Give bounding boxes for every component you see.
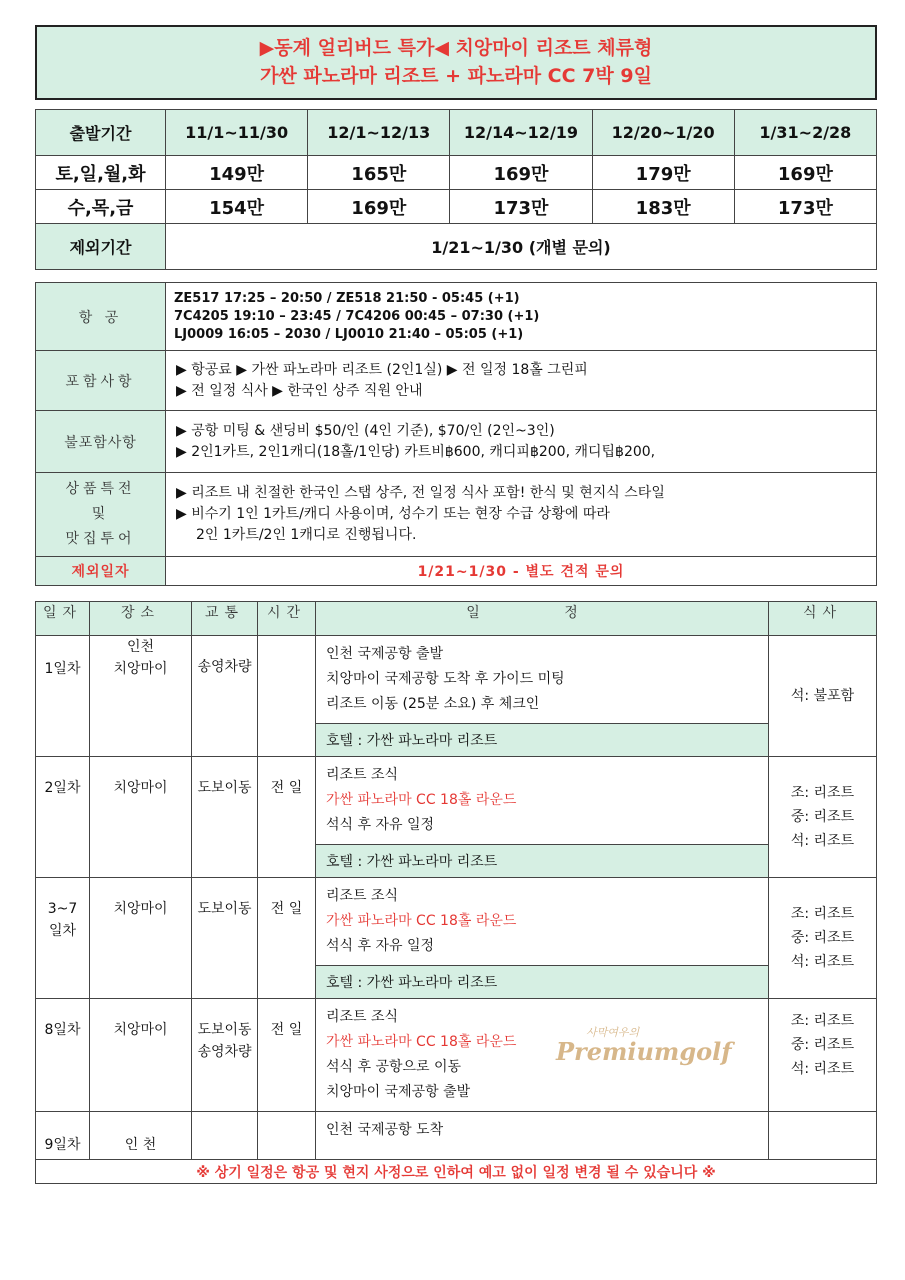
hotel-cell: 호텔 : 가싼 파노라마 리조트 xyxy=(316,966,769,999)
flight-line: LJ0009 16:05 – 2030 / LJ0010 21:40 – 05:05 (+1) xyxy=(174,326,524,342)
flight-label: 항 공 xyxy=(36,283,166,351)
included-line: ▶ 항공료 ▶ 가싼 파노라마 리조트 (2인1실) ▶ 전 일정 18홀 그린피 xyxy=(176,361,588,378)
activity-line-highlight: 가싼 파노라마 CC 18홀 라운드 xyxy=(326,792,517,808)
header-transport: 교통 xyxy=(192,602,258,636)
activity-line: 석식 후 자유 일정 xyxy=(326,938,435,954)
excluded-period-row xyxy=(36,224,877,270)
not-included-line: ▶ 공항 미팅 & 샌딩비 $50/인 (4인 기준), $70/인 (2인~3인) xyxy=(176,422,555,439)
activity-line: 치앙마이 국제공항 출발 xyxy=(326,1084,471,1100)
activity-line: 리조트 조식 xyxy=(326,888,399,904)
title-line-2: 가싼 파노라마 리조트 + 파노라마 CC 7박 9일 xyxy=(260,65,652,87)
price-cell: 169만 xyxy=(308,190,450,224)
time-cell xyxy=(258,1112,316,1160)
not-included-line: ▶ 2인1카트, 2인1캐디(18홀/1인당) 카트비฿600, 캐디피฿200, 캐디팁฿200, xyxy=(176,443,656,460)
weekday-label: 토,일,월,화 xyxy=(36,156,166,190)
price-cell: 154만 xyxy=(166,190,308,224)
meal-cell xyxy=(769,1112,877,1160)
header-time: 시간 xyxy=(258,602,316,636)
meal-cell xyxy=(769,757,877,878)
day-cell xyxy=(36,878,90,999)
watermark-large-text: Premiumgolf xyxy=(556,1037,732,1066)
time-cell: 전 일 xyxy=(258,757,316,878)
activity-cell xyxy=(316,878,769,966)
schedule-row xyxy=(36,878,877,966)
activity-line: 인천 국제공항 출발 xyxy=(326,646,444,662)
place-cell xyxy=(90,636,192,757)
place-cell: 치앙마이 xyxy=(90,878,192,999)
meal-line: 조: 리조트 xyxy=(790,1013,855,1029)
place-line: 인천 xyxy=(126,639,155,655)
transport-line: 도보이동 xyxy=(197,1022,252,1038)
period: 11/1~11/30 xyxy=(166,110,308,156)
day-cell: 9일차 xyxy=(36,1112,90,1160)
price-cell: 165만 xyxy=(308,156,450,190)
special-line: ▶ 비수기 1인 1카트/캐디 사용이며, 성수기 또는 현장 수급 상황에 따라 xyxy=(176,506,610,522)
not-included-list xyxy=(166,411,877,473)
price-header-row xyxy=(36,110,877,156)
meal-cell xyxy=(769,878,877,999)
period: 12/20~1/20 xyxy=(592,110,734,156)
place-cell: 치앙마이 xyxy=(90,999,192,1112)
place-cell: 치앙마이 xyxy=(90,757,192,878)
special-row xyxy=(36,473,877,557)
meal-line: 석: 불포함 xyxy=(790,688,855,704)
price-cell: 173만 xyxy=(734,190,876,224)
activity-line: 인천 국제공항 도착 xyxy=(326,1122,444,1138)
special-line: ▶ 리조트 내 친절한 한국인 스탭 상주, 전 일정 식사 포함! 한식 및 현지식 스타일 xyxy=(176,485,665,501)
excluded-date-row xyxy=(36,557,877,586)
included-line: ▶ 전 일정 식사 ▶ 한국인 상주 직원 안내 xyxy=(176,382,423,399)
meal-line: 석: 리조트 xyxy=(790,833,855,849)
premiumgolf-watermark-logo xyxy=(556,1024,732,1064)
meal-line: 중: 리조트 xyxy=(790,809,855,825)
price-cell: 183만 xyxy=(592,190,734,224)
place-line: 치앙마이 xyxy=(113,661,168,677)
header-itinerary: 일 정 xyxy=(316,602,769,636)
time-cell xyxy=(258,636,316,757)
header-place: 장소 xyxy=(90,602,192,636)
activity-line-highlight: 가싼 파노라마 CC 18홀 라운드 xyxy=(326,913,517,929)
note-row xyxy=(36,1160,877,1184)
price-cell: 169만 xyxy=(734,156,876,190)
price-cell: 169만 xyxy=(450,156,592,190)
meal-line: 중: 리조트 xyxy=(790,1037,855,1053)
meal-cell xyxy=(769,636,877,757)
price-cell: 149만 xyxy=(166,156,308,190)
activity-cell xyxy=(316,1112,769,1160)
time-cell: 전 일 xyxy=(258,999,316,1112)
activity-line: 리조트 조식 xyxy=(326,767,399,783)
special-line: 2인 1카트/2인 1캐디로 진행됩니다. xyxy=(196,527,417,543)
day-cell: 2일차 xyxy=(36,757,90,878)
day-cell: 1일차 xyxy=(36,636,90,757)
meal-line: 석: 리조트 xyxy=(790,954,855,970)
period: 12/1~12/13 xyxy=(308,110,450,156)
not-included-row xyxy=(36,411,877,473)
meal-line: 중: 리조트 xyxy=(790,930,855,946)
included-label: 포함사항 xyxy=(36,351,166,411)
schedule-row xyxy=(36,636,877,724)
info-table xyxy=(35,282,877,586)
activity-line-highlight: 가싼 파노라마 CC 18홀 라운드 xyxy=(326,1034,517,1050)
watermark-small-text: 사막여우의 xyxy=(586,1026,640,1039)
price-cell: 173만 xyxy=(450,190,592,224)
day-line: 3~7 xyxy=(47,901,78,917)
price-table xyxy=(35,109,877,270)
transport-line: 송영차량 xyxy=(197,1044,252,1060)
price-cell: 179만 xyxy=(592,156,734,190)
excluded-date-label: 제외일자 xyxy=(36,557,166,586)
period-label: 출발기간 xyxy=(36,110,166,156)
flight-line: ZE517 17:25 – 20:50 / ZE518 21:50 - 05:45 (+1) xyxy=(174,290,520,306)
title-line-1: ▶동계 얼리버드 특가◀ 치앙마이 리조트 체류형 xyxy=(259,37,653,59)
excluded-date-value: 1/21~1/30 - 별도 견적 문의 xyxy=(166,557,877,586)
activity-line: 석식 후 공항으로 이동 xyxy=(326,1059,462,1075)
hotel-cell: 호텔 : 가싼 파노라마 리조트 xyxy=(316,724,769,757)
price-row xyxy=(36,156,877,190)
header-meals: 식사 xyxy=(769,602,877,636)
included-row xyxy=(36,351,877,411)
transport-cell xyxy=(192,1112,258,1160)
schedule-note: ※ 상기 일정은 항공 및 현지 사정으로 인하여 예고 없이 일정 변경 될 수 있습니다 ※ xyxy=(36,1160,877,1184)
period: 1/31~2/28 xyxy=(734,110,876,156)
meal-line: 석: 리조트 xyxy=(790,1061,855,1077)
schedule-row xyxy=(36,1112,877,1160)
special-label xyxy=(36,473,166,557)
activity-cell xyxy=(316,636,769,724)
hotel-cell: 호텔 : 가싼 파노라마 리조트 xyxy=(316,845,769,878)
schedule-row xyxy=(36,999,877,1112)
special-label-line: 맛집투어 xyxy=(65,531,136,547)
meal-line: 조: 리조트 xyxy=(790,785,855,801)
excluded-period-label: 제외기간 xyxy=(36,224,166,270)
flight-list xyxy=(166,283,877,351)
title-banner xyxy=(35,25,877,100)
activity-line: 석식 후 자유 일정 xyxy=(326,817,435,833)
included-list xyxy=(166,351,877,411)
special-label-line: 및 xyxy=(91,506,110,522)
excluded-period-value: 1/21~1/30 (개별 문의) xyxy=(166,224,877,270)
weekday-label: 수,목,금 xyxy=(36,190,166,224)
flight-line: 7C4205 19:10 – 23:45 / 7C4206 00:45 – 07:30 (+1) xyxy=(174,308,540,324)
meal-line: 조: 리조트 xyxy=(790,906,855,922)
not-included-label: 불포함사항 xyxy=(36,411,166,473)
activity-cell xyxy=(316,757,769,845)
special-label-line: 상품특전 xyxy=(65,481,136,497)
activity-line: 치앙마이 국제공항 도착 후 가이드 미팅 xyxy=(326,671,565,687)
activity-line: 리조트 이동 (25분 소요) 후 체크인 xyxy=(326,696,540,712)
day-cell: 8일차 xyxy=(36,999,90,1112)
transport-cell: 도보이동 xyxy=(192,757,258,878)
header-day: 일자 xyxy=(36,602,90,636)
flight-row xyxy=(36,283,877,351)
time-cell: 전 일 xyxy=(258,878,316,999)
activity-line: 리조트 조식 xyxy=(326,1009,399,1025)
price-row xyxy=(36,190,877,224)
transport-cell: 송영차량 xyxy=(192,636,258,757)
transport-cell: 도보이동 xyxy=(192,878,258,999)
schedule-header-row xyxy=(36,602,877,636)
schedule-table xyxy=(35,601,877,1184)
special-list xyxy=(166,473,877,557)
meal-cell xyxy=(769,999,877,1112)
day-line: 일차 xyxy=(48,923,77,939)
transport-cell xyxy=(192,999,258,1112)
schedule-row xyxy=(36,757,877,845)
place-cell: 인 천 xyxy=(90,1112,192,1160)
period: 12/14~12/19 xyxy=(450,110,592,156)
